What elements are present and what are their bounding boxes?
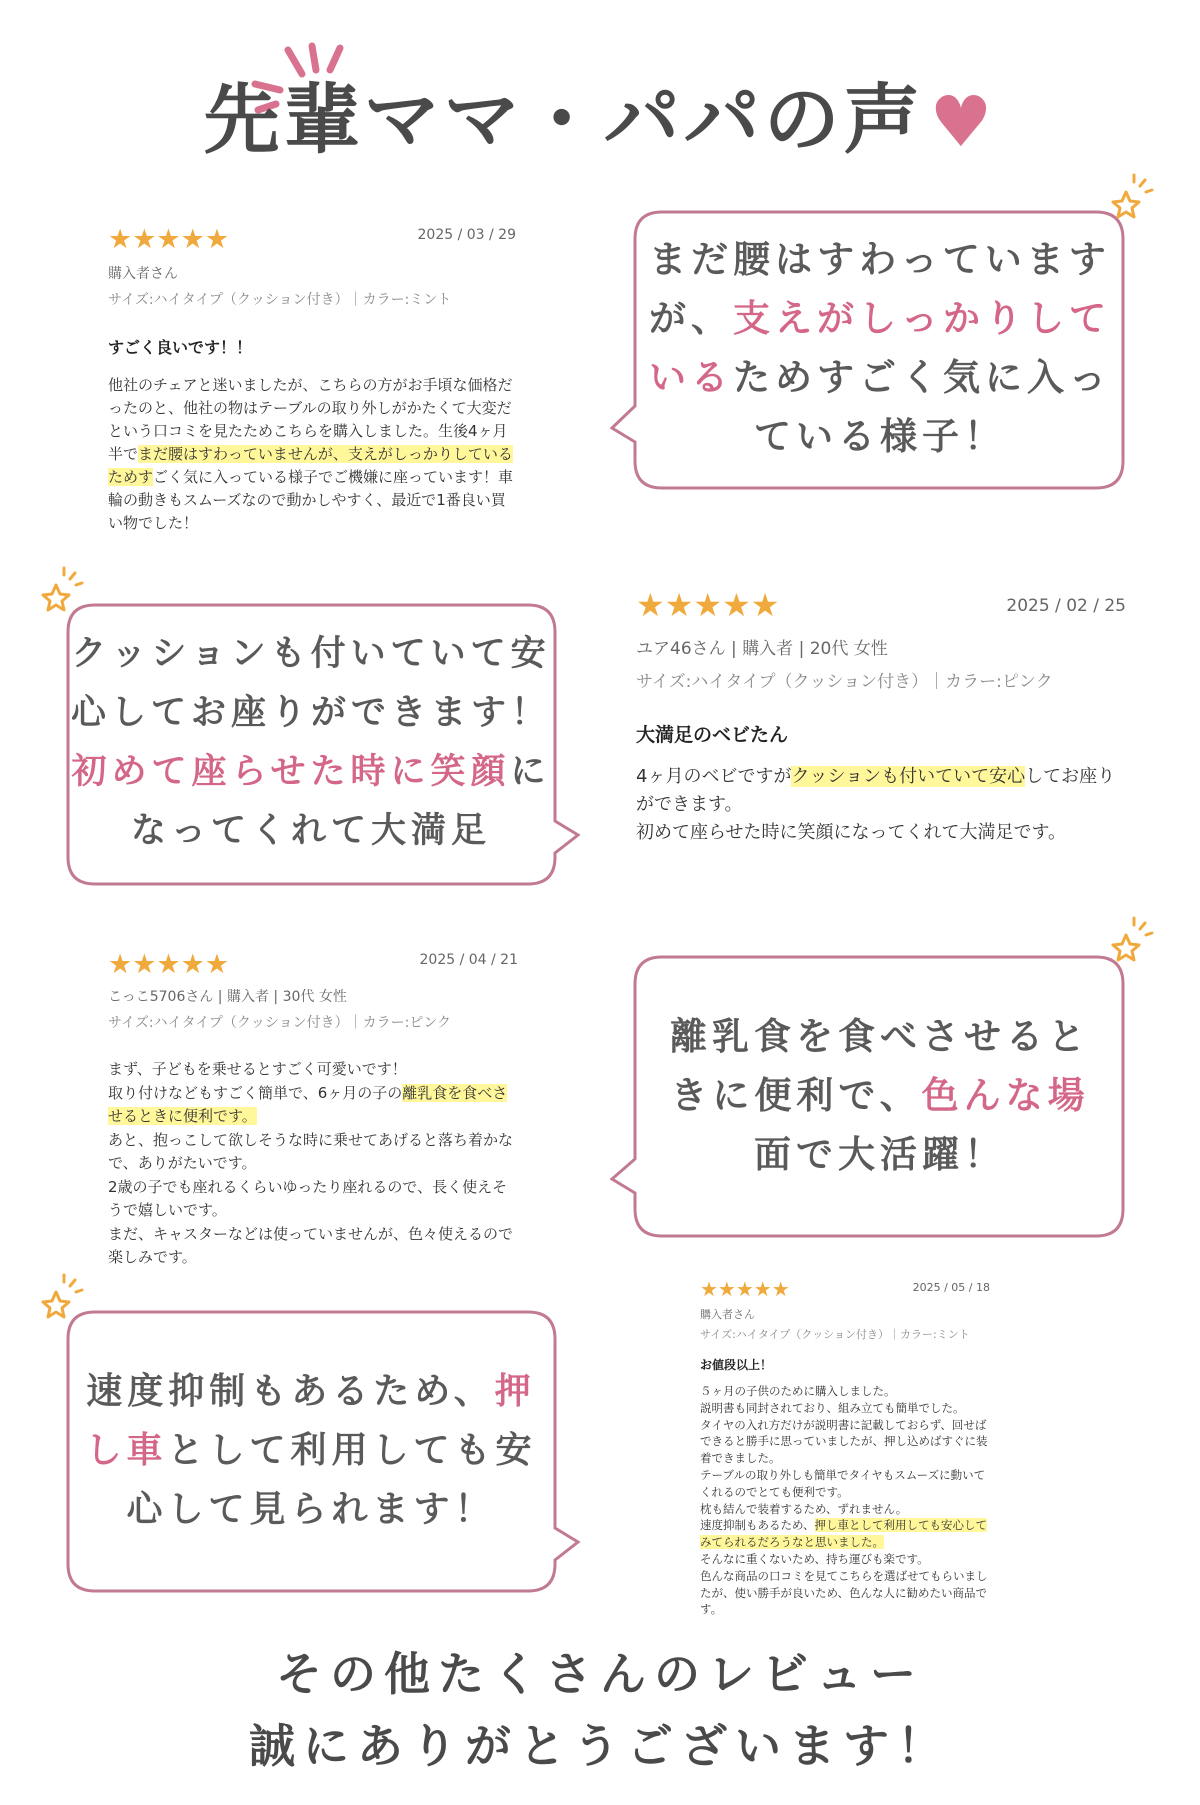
- speech-bubble-4: [66, 1310, 581, 1593]
- product-variant: サイズ:ハイタイプ（クッション付き）｜カラー:ピンク: [108, 1015, 452, 1031]
- product-variant: サイズ:ハイタイプ（クッション付き）｜カラー:ピンク: [636, 672, 1053, 692]
- bubble-line: [635, 289, 1125, 348]
- bubble-seg-accent: 初めて座らせた時に笑顔: [71, 752, 511, 792]
- review-date: 2025 / 04 / 21: [419, 952, 518, 968]
- sparkle-star-icon: [40, 1272, 84, 1320]
- review-body-text-end: そんなに重くないため、持ち運びも楽です。 色んな商品の口コミを見てこちらを選ばせてもらいましたが、使い勝手が良いため、色んな人に勧めたい商品です。: [700, 1551, 988, 1617]
- review-highlight: 離乳食を食べさせるときに便利です。: [108, 1083, 508, 1125]
- page-title: [0, 70, 1200, 172]
- review-body-text-end: あと、抱っこして欲しそうな時に乗せてあげると落ち着かなで、ありがたいです。 2歳の子でも座れるくらいゆったり座れるので、長く使えそうで嬉しいです。 まだ、キャスターなどは使っていませんが、色々使えるので楽しみです。: [108, 1130, 514, 1266]
- speech-bubble-3: [610, 955, 1125, 1238]
- bubble-line: [66, 684, 556, 743]
- bubble-text: [635, 1007, 1125, 1184]
- product-variant: サイズ:ハイタイプ（クッション付き）｜カラー:ミント: [700, 1328, 970, 1341]
- review-body-text: ５ヶ月の子供のために購入しました。 説明書も同封されており、組み立ても簡単でした。 タイヤの入れ方だけが説明書に記載しておらず、回せばできると勝手に思っていましたが、押し込めばすぐに装着できました。 テーブルの取り外しも簡単でタイヤもスムーズに動いてくれるのでとても便利です。 枕も結んで装着するため、ずれません。 速度抑制もあるため、: [700, 1384, 988, 1533]
- bubble-seg-accent: し車: [85, 1430, 168, 1471]
- speech-bubble-1: [610, 210, 1125, 490]
- review-card-1: [108, 225, 516, 535]
- review-body-text: 4ヶ月のベビですが: [636, 766, 792, 787]
- review-date: 2025 / 03 / 29: [417, 227, 516, 243]
- review-title: お値段以上！: [700, 1358, 773, 1372]
- review-body-text-end: ごく気に入っている様子でご機嫌に座っています！車輪の動きもスムーズなので動かしやすく、最近で1番良い買い物でした！: [108, 468, 514, 532]
- product-variant: サイズ:ハイタイプ（クッション付き）｜カラー:ミント: [108, 292, 452, 308]
- reviewer-name: 購入者さん: [700, 1308, 755, 1321]
- reviewer-name: ユア46さん | 購入者 | 20代 女性: [636, 639, 888, 659]
- bubble-seg-accent: 支えがしっかりして: [733, 297, 1111, 340]
- bubble-seg-accent: 押: [494, 1371, 536, 1412]
- review-highlight: クッションも付いていて安心: [791, 766, 1026, 787]
- bubble-seg: 離乳食を食べさせると: [670, 1015, 1090, 1058]
- bubble-line: [635, 1125, 1125, 1184]
- bubble-line: [66, 1480, 556, 1539]
- bubble-line: [635, 1007, 1125, 1066]
- footer-line-2: 誠にありがとうございます！: [249, 1719, 951, 1773]
- bubble-text: [635, 230, 1125, 466]
- review-title: すごく良いです！！: [108, 338, 253, 357]
- bubble-line: [66, 802, 556, 861]
- star-rating: ★★★★★: [636, 586, 780, 624]
- reviewer-name: 購入者さん: [108, 266, 178, 282]
- bubble-seg-accent: 色んな場: [921, 1074, 1090, 1117]
- reviewer-name: こっこ5706さん | 購入者 | 30代 女性: [108, 989, 347, 1005]
- bubble-line: [635, 407, 1125, 466]
- review-body: [636, 763, 1126, 847]
- bubble-seg: 速度抑制もあるため、: [86, 1371, 495, 1412]
- review-card-3: [108, 950, 518, 1270]
- review-card-2: [636, 586, 1126, 847]
- review-body: [700, 1383, 990, 1618]
- bubble-seg-accent: いる: [649, 356, 733, 399]
- bubble-seg: なってくれて大満足: [130, 811, 491, 851]
- bubble-text: [66, 625, 556, 861]
- review-date: 2025 / 05 / 18: [912, 1281, 990, 1294]
- review-body: [108, 1058, 518, 1270]
- bubble-line: [66, 743, 556, 802]
- review-title: 大満足のベビたん: [636, 724, 789, 746]
- bubble-line: [66, 1362, 556, 1421]
- bubble-seg: 心してお座りができます！: [70, 693, 551, 733]
- heart-icon: ♥: [929, 81, 997, 163]
- bubble-seg: に: [510, 752, 551, 792]
- star-rating: ★★★★★: [700, 1277, 790, 1301]
- sparkle-star-icon: [1110, 172, 1154, 220]
- footer-message: [0, 1638, 1200, 1782]
- bubble-line: [66, 1421, 556, 1480]
- review-highlight: 押し車として利用しても安心してみてられるだろうなと思いました。: [700, 1518, 988, 1550]
- review-body-text: 他社のチェアと迷いましたが、こちらの方がお手頃な価格だったのと、他社の物はテーブルの取り外しがかたくて大変だという口コミを見たためこちらを購入しました。生後4ヶ月半で: [108, 376, 513, 463]
- review-body-text: まず、子どもを乗せるとすごく可愛いです！ 取り付けなどもすごく簡単で、6ヶ月の子の: [108, 1060, 407, 1102]
- bubble-line: [635, 230, 1125, 289]
- bubble-line: [635, 1066, 1125, 1125]
- sparkle-star-icon: [40, 565, 84, 613]
- review-body: [108, 374, 516, 535]
- bubble-seg: 心して見られます！: [126, 1489, 496, 1530]
- sparkle-star-icon: [1110, 915, 1154, 963]
- speech-bubble-2: [66, 603, 581, 886]
- review-date: 2025 / 02 / 25: [1006, 596, 1126, 616]
- bubble-seg: クッションも付いていて安: [71, 634, 551, 674]
- bubble-text: [66, 1362, 556, 1539]
- footer-line-1: その他たくさんのレビュー: [276, 1647, 924, 1701]
- bubble-line: [66, 625, 556, 684]
- review-highlight: まだ腰はすわっていませんが、支えがしっかりしているためす: [108, 445, 513, 486]
- review-card-4: [700, 1278, 990, 1618]
- bubble-seg: ためすごく気に入っ: [733, 356, 1111, 399]
- bubble-seg: が、: [649, 297, 733, 340]
- bubble-line: [635, 348, 1125, 407]
- bubble-seg: きに便利で、: [670, 1074, 922, 1117]
- bubble-seg: として利用しても安: [167, 1430, 537, 1471]
- review-body-text-end: してお座りができます。 初めて座らせた時に笑顔になってくれて大満足です。: [636, 766, 1116, 843]
- star-rating: ★★★★★: [108, 949, 230, 980]
- page-title-text: 先輩ママ・パパの声: [203, 75, 924, 164]
- bubble-seg: 面で大活躍！: [754, 1133, 1006, 1176]
- bubble-seg: まだ腰はすわっています: [649, 238, 1111, 281]
- star-rating: ★★★★★: [108, 224, 230, 255]
- bubble-seg: ている様子！: [754, 415, 1006, 458]
